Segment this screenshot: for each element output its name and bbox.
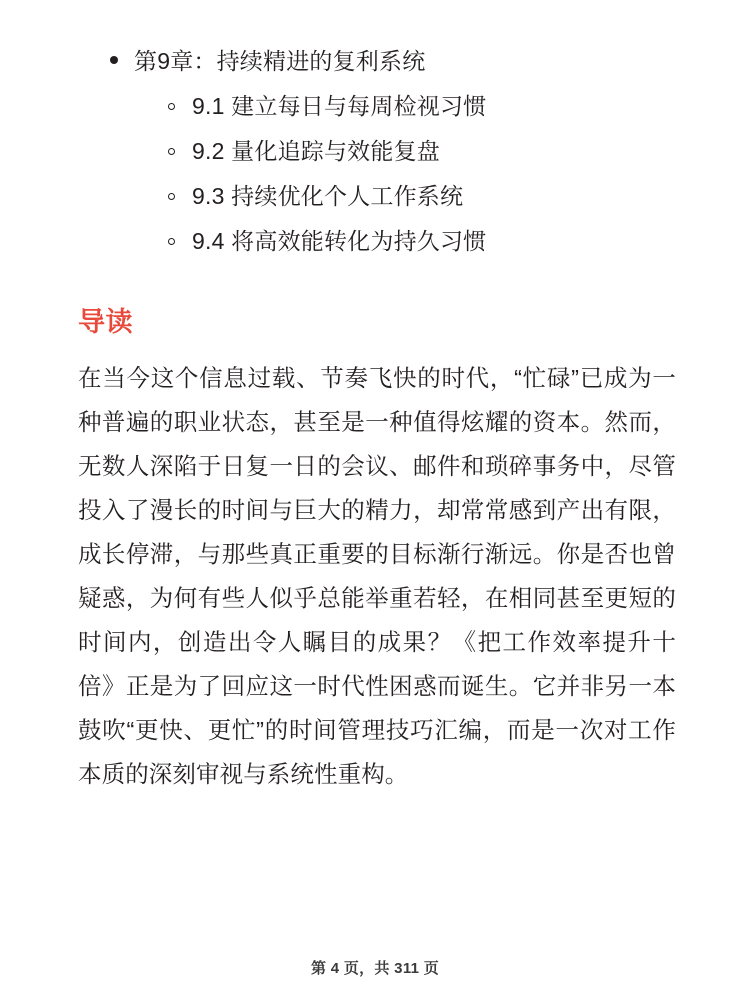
bullet-hollow-icon: [168, 193, 175, 200]
bullet-hollow-icon: [168, 148, 175, 155]
table-of-contents: [70, 44, 680, 264]
toc-section-group: [70, 84, 680, 264]
toc-section-label: 9.3 持续优化个人工作系统: [192, 183, 464, 209]
toc-section-label: 9.4 将高效能转化为持久习惯: [192, 228, 487, 254]
toc-section-label: 9.2 量化追踪与效能复盘: [192, 138, 440, 164]
toc-section-item[interactable]: [70, 174, 680, 219]
bullet-hollow-icon: [168, 103, 175, 110]
toc-section-item[interactable]: [70, 84, 680, 129]
bullet-hollow-icon: [168, 238, 175, 245]
toc-chapter-item[interactable]: [70, 44, 680, 78]
toc-section-label: 9.1 建立每日与每周检视习惯: [192, 93, 487, 119]
section-paragraph: 在当今这个信息过载、节奏飞快的时代，“忙碌”已成为一种普遍的职业状态，甚至是一种值得炫耀的资本。然而，无数人深陷于日复一日的会议、邮件和琐碎事务中，尽管投入了漫长的时间与巨大的精力，却常常感到产出有限，成长停滞，与那些真正重要的目标渐行渐远。你是否也曾疑惑，为何有些人似乎总能举重若轻，在相同甚至更短的时间内，创造出令人瞩目的成果？《把工作效率提升十倍》正是为了回应这一时代性困惑而诞生。它并非另一本鼓吹“更快、更忙”的时间管理技巧汇编，而是一次对工作本质的深刻审视与系统性重构。: [78, 365, 676, 787]
page-footer: 第 4 页，共 311 页: [310, 960, 440, 977]
toc-section-item[interactable]: [70, 219, 680, 264]
bullet-filled-icon: [110, 56, 118, 64]
toc-section-list: [70, 84, 680, 264]
section-heading: 导读: [78, 307, 133, 337]
toc-section-item[interactable]: [70, 129, 680, 174]
toc-chapter-label: 第9章：持续精进的复利系统: [134, 48, 426, 74]
